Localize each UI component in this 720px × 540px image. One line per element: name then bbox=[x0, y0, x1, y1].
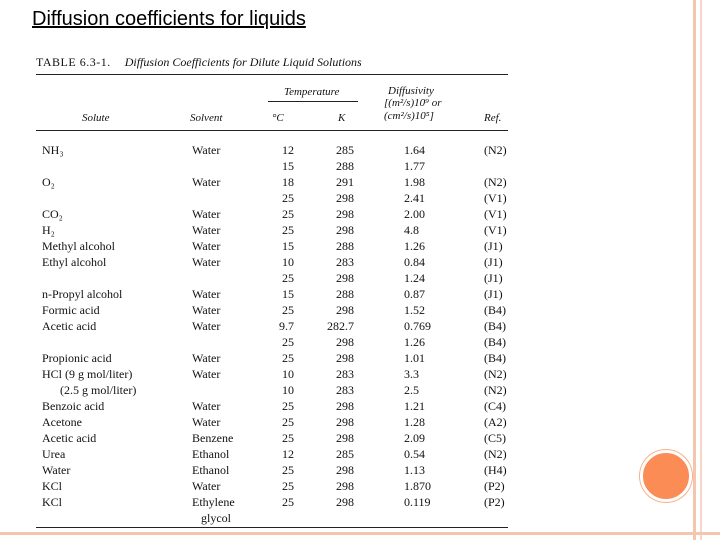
table-row bbox=[36, 447, 508, 463]
table-row bbox=[36, 271, 508, 287]
diffusivity-cell: 2.41 bbox=[404, 191, 425, 205]
temperature-celsius-cell: 10 bbox=[282, 255, 294, 269]
temperature-kelvin-cell: 282.7 bbox=[327, 319, 354, 333]
header-solvent: Solvent bbox=[190, 112, 223, 124]
solute-cell: KCl bbox=[42, 479, 63, 493]
header-celsius: °C bbox=[272, 112, 284, 124]
solvent-cell: Water bbox=[192, 351, 221, 365]
diffusivity-cell: 1.52 bbox=[404, 303, 425, 317]
temperature-celsius-cell: 25 bbox=[282, 223, 294, 237]
table-row bbox=[36, 463, 508, 479]
solvent-cell: Benzene bbox=[192, 431, 234, 445]
diffusivity-cell: 0.54 bbox=[404, 447, 425, 461]
solute-cell: (2.5 g mol/liter) bbox=[42, 383, 137, 397]
reference-cell: (J1) bbox=[484, 271, 503, 285]
temperature-kelvin-cell: 298 bbox=[336, 335, 354, 349]
temperature-celsius-cell: 25 bbox=[282, 431, 294, 445]
diffusivity-cell: 2.5 bbox=[404, 383, 419, 397]
temperature-celsius-cell: 25 bbox=[282, 479, 294, 493]
temperature-kelvin-cell: 291 bbox=[336, 175, 354, 189]
table-row bbox=[36, 335, 508, 351]
solvent-cell: Water bbox=[192, 143, 221, 157]
table-header-rule bbox=[36, 130, 508, 131]
solute-cell: NH₃ bbox=[42, 143, 64, 157]
reference-cell: (J1) bbox=[484, 239, 503, 253]
table-number: TABLE 6.3-1. bbox=[36, 55, 111, 69]
table-top-rule bbox=[36, 74, 508, 75]
diffusivity-cell: 3.3 bbox=[404, 367, 419, 381]
solvent-cell: Water bbox=[192, 287, 221, 301]
table-row bbox=[36, 255, 508, 271]
temperature-kelvin-cell: 298 bbox=[336, 191, 354, 205]
solute-cell: Ethyl alcohol bbox=[42, 255, 107, 269]
temperature-kelvin-cell: 285 bbox=[336, 447, 354, 461]
diffusivity-cell: 1.13 bbox=[404, 463, 425, 477]
temperature-kelvin-cell: 298 bbox=[336, 463, 354, 477]
solvent-cell: Ethylene bbox=[192, 495, 235, 509]
temperature-kelvin-cell: 285 bbox=[336, 143, 354, 157]
solvent-cell: Water bbox=[192, 255, 221, 269]
solute-cell: CO₂ bbox=[42, 207, 63, 221]
solvent-cell: Water bbox=[192, 479, 221, 493]
temperature-celsius-cell: 25 bbox=[282, 191, 294, 205]
solvent-cell: Water bbox=[192, 367, 221, 381]
solvent-cell: Water bbox=[192, 239, 221, 253]
header-ref: Ref. bbox=[484, 112, 502, 124]
temperature-kelvin-cell: 298 bbox=[336, 303, 354, 317]
temperature-celsius-cell: 25 bbox=[282, 415, 294, 429]
solute-cell: HCl (9 g mol/liter) bbox=[42, 367, 133, 381]
diffusivity-cell: 1.64 bbox=[404, 143, 425, 157]
header-diffusivity-units-2: (cm²/s)10⁵] bbox=[384, 110, 434, 122]
reference-cell: (J1) bbox=[484, 255, 503, 269]
reference-cell: (V1) bbox=[484, 207, 507, 221]
diffusivity-cell: 0.119 bbox=[404, 495, 431, 509]
temperature-celsius-cell: 9.7 bbox=[279, 319, 294, 333]
table-row bbox=[36, 319, 508, 335]
reference-cell: (J1) bbox=[484, 287, 503, 301]
table-row bbox=[36, 303, 508, 319]
diffusivity-cell: 2.00 bbox=[404, 207, 425, 221]
solvent-cell: Water bbox=[192, 223, 221, 237]
reference-cell: (B4) bbox=[484, 319, 506, 333]
temperature-celsius-cell: 25 bbox=[282, 207, 294, 221]
reference-cell: (H4) bbox=[484, 463, 507, 477]
header-temperature-rule bbox=[268, 101, 358, 102]
temperature-celsius-cell: 12 bbox=[282, 447, 294, 461]
diffusivity-cell: 1.24 bbox=[404, 271, 425, 285]
table-row bbox=[36, 239, 508, 255]
temperature-kelvin-cell: 298 bbox=[336, 207, 354, 221]
temperature-celsius-cell: 25 bbox=[282, 271, 294, 285]
diffusivity-cell: 1.870 bbox=[404, 479, 431, 493]
diffusivity-cell: 1.01 bbox=[404, 351, 425, 365]
diffusivity-cell: 1.98 bbox=[404, 175, 425, 189]
reference-cell: (N2) bbox=[484, 383, 507, 397]
reference-cell: (P2) bbox=[484, 479, 505, 493]
table-row bbox=[36, 175, 508, 191]
reference-cell: (P2) bbox=[484, 495, 505, 509]
temperature-celsius-cell: 25 bbox=[282, 303, 294, 317]
solvent-cell: Ethanol bbox=[192, 447, 230, 461]
table-row bbox=[36, 143, 508, 159]
table-row bbox=[36, 479, 508, 495]
temperature-celsius-cell: 25 bbox=[282, 463, 294, 477]
header-solute: Solute bbox=[82, 112, 110, 124]
temperature-celsius-cell: 25 bbox=[282, 495, 294, 509]
table-row bbox=[36, 495, 508, 511]
reference-cell: (N2) bbox=[484, 143, 507, 157]
table-title bbox=[36, 55, 362, 70]
solvent-cell: Water bbox=[192, 399, 221, 413]
table-row bbox=[36, 511, 508, 527]
temperature-celsius-cell: 10 bbox=[282, 383, 294, 397]
solvent-cell: Ethanol bbox=[192, 463, 230, 477]
diffusivity-cell: 2.09 bbox=[404, 431, 425, 445]
temperature-kelvin-cell: 283 bbox=[336, 367, 354, 381]
reference-cell: (N2) bbox=[484, 447, 507, 461]
solute-cell: Methyl alcohol bbox=[42, 239, 115, 253]
table-row bbox=[36, 351, 508, 367]
solute-cell: n-Propyl alcohol bbox=[42, 287, 123, 301]
header-kelvin: K bbox=[338, 112, 346, 124]
temperature-celsius-cell: 10 bbox=[282, 367, 294, 381]
temperature-kelvin-cell: 288 bbox=[336, 287, 354, 301]
reference-cell: (C4) bbox=[484, 399, 506, 413]
reference-cell: (B4) bbox=[484, 303, 506, 317]
table-caption: Diffusion Coefficients for Dilute Liquid Solutions bbox=[124, 55, 362, 69]
reference-cell: (A2) bbox=[484, 415, 507, 429]
diffusivity-cell: 0.84 bbox=[404, 255, 425, 269]
solute-cell: H₂ bbox=[42, 223, 55, 237]
solute-cell: Acetic acid bbox=[42, 319, 97, 333]
temperature-celsius-cell: 25 bbox=[282, 335, 294, 349]
solvent-cell: Water bbox=[192, 175, 221, 189]
temperature-celsius-cell: 15 bbox=[282, 287, 294, 301]
temperature-celsius-cell: 25 bbox=[282, 399, 294, 413]
table-row bbox=[36, 159, 508, 175]
slide-border-bottom bbox=[0, 532, 720, 535]
temperature-celsius-cell: 18 bbox=[282, 175, 294, 189]
header-temperature: Temperature bbox=[284, 86, 340, 98]
temperature-kelvin-cell: 298 bbox=[336, 351, 354, 365]
temperature-kelvin-cell: 298 bbox=[336, 399, 354, 413]
solvent-cell: Water bbox=[192, 415, 221, 429]
solute-cell: Acetone bbox=[42, 415, 82, 429]
solute-cell: Urea bbox=[42, 447, 66, 461]
diffusivity-cell: 1.26 bbox=[404, 239, 425, 253]
diffusivity-cell: 4.8 bbox=[404, 223, 419, 237]
temperature-kelvin-cell: 298 bbox=[336, 223, 354, 237]
reference-cell: (N2) bbox=[484, 367, 507, 381]
table-row bbox=[36, 383, 508, 399]
diffusivity-cell: 1.21 bbox=[404, 399, 425, 413]
header-diffusivity-units-1: [(m²/s)10⁹ or bbox=[384, 97, 442, 109]
slide-border-right bbox=[693, 0, 696, 540]
reference-cell: (C5) bbox=[484, 431, 506, 445]
diffusivity-cell: 1.28 bbox=[404, 415, 425, 429]
reference-cell: (N2) bbox=[484, 175, 507, 189]
diffusivity-cell: 0.769 bbox=[404, 319, 431, 333]
temperature-kelvin-cell: 298 bbox=[336, 415, 354, 429]
solute-cell: O₂ bbox=[42, 175, 55, 189]
solute-cell: Propionic acid bbox=[42, 351, 112, 365]
reference-cell: (V1) bbox=[484, 223, 507, 237]
table-row bbox=[36, 207, 508, 223]
header-diffusivity: Diffusivity bbox=[388, 85, 434, 97]
diffusivity-cell: 1.77 bbox=[404, 159, 425, 173]
temperature-kelvin-cell: 288 bbox=[336, 159, 354, 173]
temperature-celsius-cell: 15 bbox=[282, 239, 294, 253]
solvent-cell: Water bbox=[192, 207, 221, 221]
table-row bbox=[36, 431, 508, 447]
reference-cell: (V1) bbox=[484, 191, 507, 205]
table-row bbox=[36, 415, 508, 431]
solute-cell: Formic acid bbox=[42, 303, 100, 317]
table-row bbox=[36, 287, 508, 303]
decorative-circle bbox=[640, 450, 692, 502]
temperature-kelvin-cell: 298 bbox=[336, 495, 354, 509]
temperature-kelvin-cell: 298 bbox=[336, 271, 354, 285]
reference-cell: (B4) bbox=[484, 351, 506, 365]
diffusion-table bbox=[36, 52, 516, 532]
diffusivity-cell: 0.87 bbox=[404, 287, 425, 301]
reference-cell: (B4) bbox=[484, 335, 506, 349]
solute-cell: Acetic acid bbox=[42, 431, 97, 445]
temperature-celsius-cell: 25 bbox=[282, 351, 294, 365]
table-row bbox=[36, 399, 508, 415]
solute-cell: Benzoic acid bbox=[42, 399, 105, 413]
temperature-kelvin-cell: 298 bbox=[336, 479, 354, 493]
temperature-kelvin-cell: 288 bbox=[336, 239, 354, 253]
solute-cell: KCl bbox=[42, 495, 63, 509]
slide-border-right-inner bbox=[700, 0, 702, 540]
solute-cell: Water bbox=[42, 463, 71, 477]
slide-title: Diffusion coefficients for liquids bbox=[32, 8, 306, 30]
table-bottom-rule bbox=[36, 527, 508, 528]
temperature-kelvin-cell: 298 bbox=[336, 431, 354, 445]
solvent-cell: Water bbox=[192, 319, 221, 333]
temperature-kelvin-cell: 283 bbox=[336, 383, 354, 397]
solvent-cell: glycol bbox=[192, 511, 231, 525]
temperature-kelvin-cell: 283 bbox=[336, 255, 354, 269]
table-row bbox=[36, 367, 508, 383]
temperature-celsius-cell: 12 bbox=[282, 143, 294, 157]
table-row bbox=[36, 223, 508, 239]
temperature-celsius-cell: 15 bbox=[282, 159, 294, 173]
solvent-cell: Water bbox=[192, 303, 221, 317]
diffusivity-cell: 1.26 bbox=[404, 335, 425, 349]
table-row bbox=[36, 191, 508, 207]
